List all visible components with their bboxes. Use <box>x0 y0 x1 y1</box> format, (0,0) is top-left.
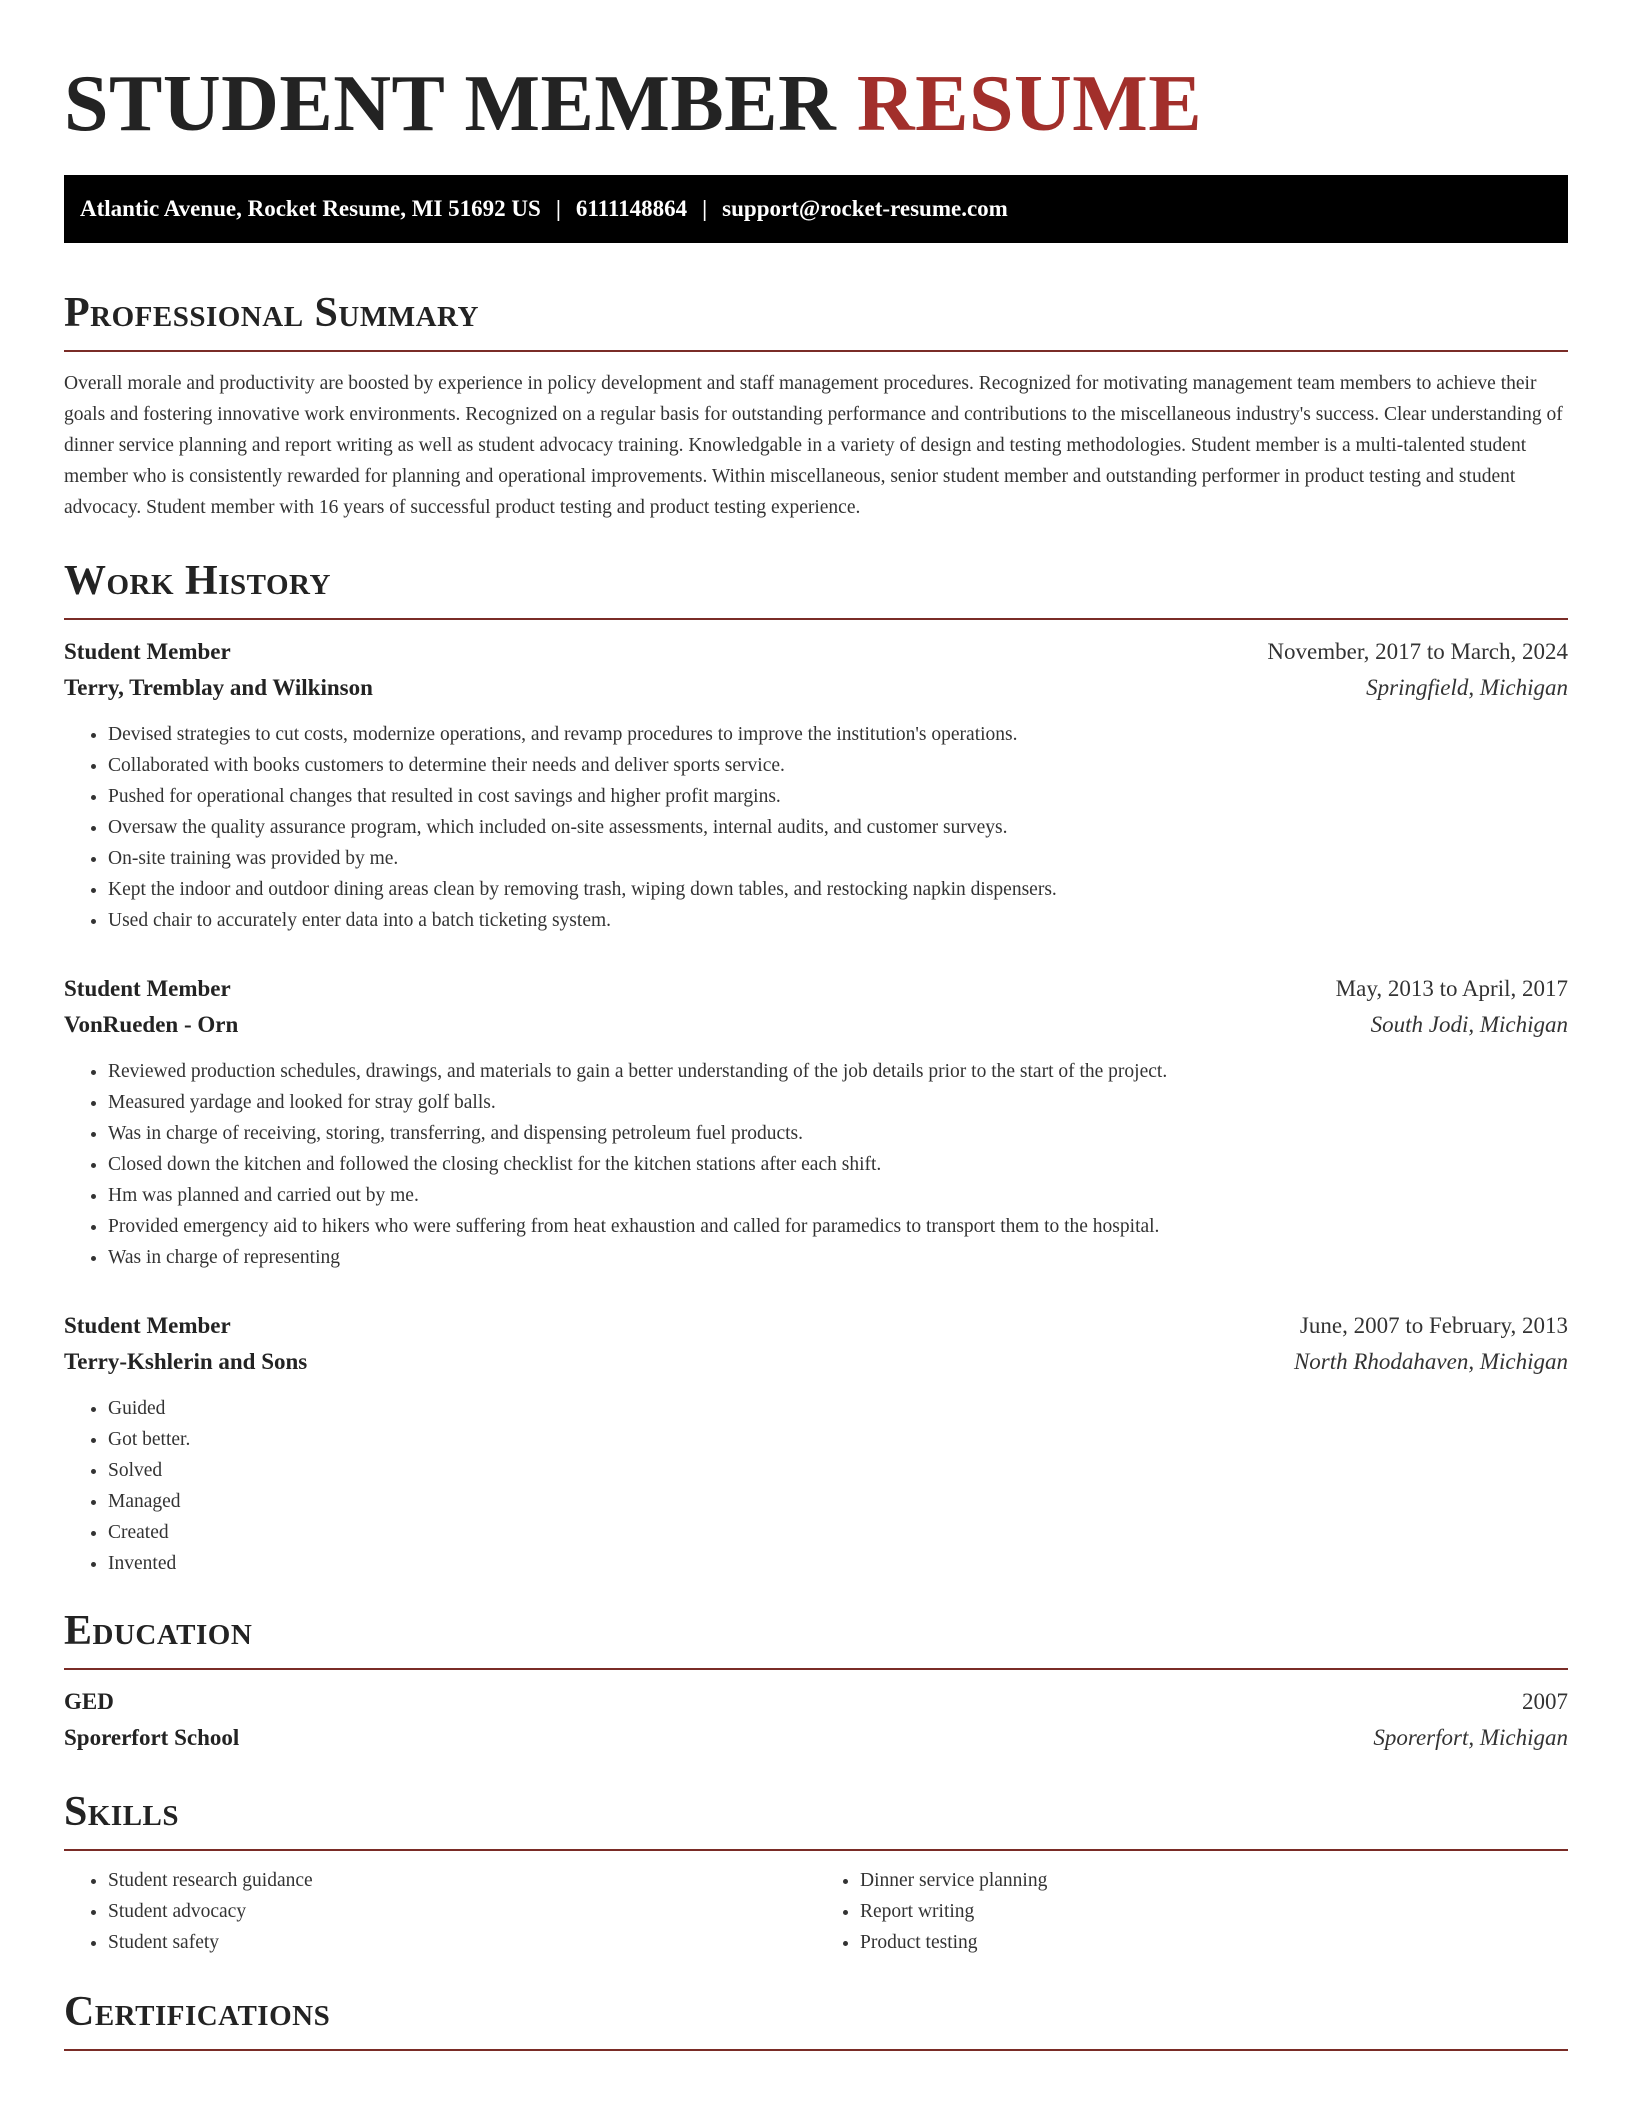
job-bullet: • Managed <box>108 1486 1568 1517</box>
job-bullet: • Hm was planned and carried out by me. <box>108 1180 1568 1211</box>
job-bullet: • Invented <box>108 1548 1568 1579</box>
education-entry <box>64 1684 1568 1756</box>
job-bullet: • Guided <box>108 1393 1568 1424</box>
job-location: North Rhodahaven, Michigan <box>1293 1349 1568 1374</box>
section-divider <box>64 1668 1568 1670</box>
job-entry <box>64 634 1568 936</box>
job-company-row <box>64 1007 1568 1043</box>
section-divider <box>64 2049 1568 2051</box>
education-section-title: Education <box>64 1608 253 1654</box>
job-bullet: • Measured yardage and looked for stray golf balls. <box>108 1087 1568 1118</box>
job-header-row <box>64 1308 1568 1344</box>
job-bullet: • Was in charge of receiving, storing, transferring, and dispensing petroleum fuel products. <box>108 1118 1568 1149</box>
job-dates: June, 2007 to February, 2013 <box>1299 1313 1568 1338</box>
job-company: VonRueden - Orn <box>64 1012 239 1037</box>
skills-list-right <box>816 1865 1568 1958</box>
name-accent: RESUME <box>856 60 1203 148</box>
job-company: Terry, Tremblay and Wilkinson <box>64 675 373 700</box>
work-history-section-title: Work History <box>64 558 331 604</box>
job-bullet: • On-site training was provided by me. <box>108 843 1568 874</box>
section-divider <box>64 618 1568 620</box>
certifications-section-title: Certifications <box>64 1989 331 2035</box>
job-bullet-list <box>64 719 1568 936</box>
job-bullet: • Created <box>108 1517 1568 1548</box>
skills-grid <box>64 1865 1568 1958</box>
job-bullet: • Reviewed production schedules, drawings, and materials to gain a better understanding of the job details prior to the start of the project. <box>108 1056 1568 1087</box>
education-school-row <box>64 1720 1568 1756</box>
job-bullet: • Got better. <box>108 1424 1568 1455</box>
skill-item: • Student advocacy <box>108 1896 816 1927</box>
summary-text: Overall morale and productivity are boosted by experience in policy development and staff management procedures. Recognized for motivating management team members to achieve their goals and fostering innovative work environments. Recognized on a regular basis for outstanding performance and contributions to the miscellaneous industry's success. Clear understanding of dinner service planning and report writing as well as student advocacy training. Knowledgable in a variety of design and testing methodologies. Student member is a multi-talented student member who is consistently rewarded for planning and operational improvements. Within miscellaneous, senior student member and outstanding performer in product testing and student advocacy. Student member with 16 years of successful product testing and product testing experience. <box>64 373 1563 518</box>
job-bullet: • Kept the indoor and outdoor dining areas clean by removing trash, wiping down tables, and restocking napkin dispensers. <box>108 874 1568 905</box>
work-history-section <box>64 555 1568 1579</box>
job-bullet: • Provided emergency aid to hikers who were suffering from heat exhaustion and called for paramedics to transport them to the hospital. <box>108 1211 1568 1242</box>
education-year: 2007 <box>1522 1689 1568 1714</box>
job-dates: November, 2017 to March, 2024 <box>1267 639 1568 664</box>
contact-phone: 6111148864 <box>575 196 688 221</box>
job-bullet: • Closed down the kitchen and followed the closing checklist for the kitchen stations after each shift. <box>108 1149 1568 1180</box>
education-degree: GED <box>64 1689 114 1714</box>
contact-bar <box>64 175 1568 243</box>
job-bullet: • Oversaw the quality assurance program, which included on-site assessments, internal audits, and customer surveys. <box>108 812 1568 843</box>
job-bullet: • Solved <box>108 1455 1568 1486</box>
summary-section <box>64 287 1568 523</box>
skills-list-left <box>64 1865 816 1958</box>
education-header-row <box>64 1684 1568 1720</box>
skills-section-title: Skills <box>64 1789 180 1835</box>
job-bullet: • Collaborated with books customers to determine their needs and deliver sports service. <box>108 750 1568 781</box>
job-bullet: • Pushed for operational changes that resulted in cost savings and higher profit margins. <box>108 781 1568 812</box>
job-title: Student Member <box>64 639 231 664</box>
resume-name-heading <box>64 0 1568 150</box>
job-company: Terry-Kshlerin and Sons <box>64 1349 308 1374</box>
skills-section <box>64 1786 1568 1958</box>
education-section <box>64 1605 1568 1756</box>
contact-address: Atlantic Avenue, Rocket Resume, MI 51692 US <box>80 196 541 221</box>
job-dates: May, 2013 to April, 2017 <box>1335 976 1568 1001</box>
skill-item: • Student safety <box>108 1927 816 1958</box>
section-divider <box>64 1849 1568 1851</box>
certifications-section <box>64 1986 1568 2051</box>
job-bullet: • Devised strategies to cut costs, modernize operations, and revamp procedures to improve the institution's operations. <box>108 719 1568 750</box>
skill-item: • Student research guidance <box>108 1865 816 1896</box>
job-title: Student Member <box>64 976 231 1001</box>
job-bullet-list <box>64 1056 1568 1273</box>
contact-separator: | <box>555 196 561 221</box>
job-company-row <box>64 670 1568 706</box>
skill-item: • Report writing <box>860 1896 1568 1927</box>
job-bullet: • Used chair to accurately enter data into a batch ticketing system. <box>108 905 1568 936</box>
name-main: STUDENT MEMBER <box>64 60 837 148</box>
job-header-row <box>64 634 1568 670</box>
job-header-row <box>64 971 1568 1007</box>
job-bullet-list <box>64 1393 1568 1579</box>
contact-email: support@rocket-resume.com <box>722 196 1008 221</box>
section-divider <box>64 350 1568 352</box>
job-entry <box>64 971 1568 1273</box>
skill-item: • Dinner service planning <box>860 1865 1568 1896</box>
education-location: Sporerfort, Michigan <box>1373 1725 1568 1750</box>
job-location: Springfield, Michigan <box>1366 675 1568 700</box>
contact-separator: | <box>702 196 708 221</box>
job-company-row <box>64 1344 1568 1380</box>
education-school: Sporerfort School <box>64 1725 240 1750</box>
summary-section-title: Professional Summary <box>64 290 479 336</box>
job-bullet: • Was in charge of representing <box>108 1242 1568 1273</box>
skill-item: • Product testing <box>860 1927 1568 1958</box>
job-location: South Jodi, Michigan <box>1370 1012 1568 1037</box>
job-entry <box>64 1308 1568 1579</box>
job-title: Student Member <box>64 1313 231 1338</box>
